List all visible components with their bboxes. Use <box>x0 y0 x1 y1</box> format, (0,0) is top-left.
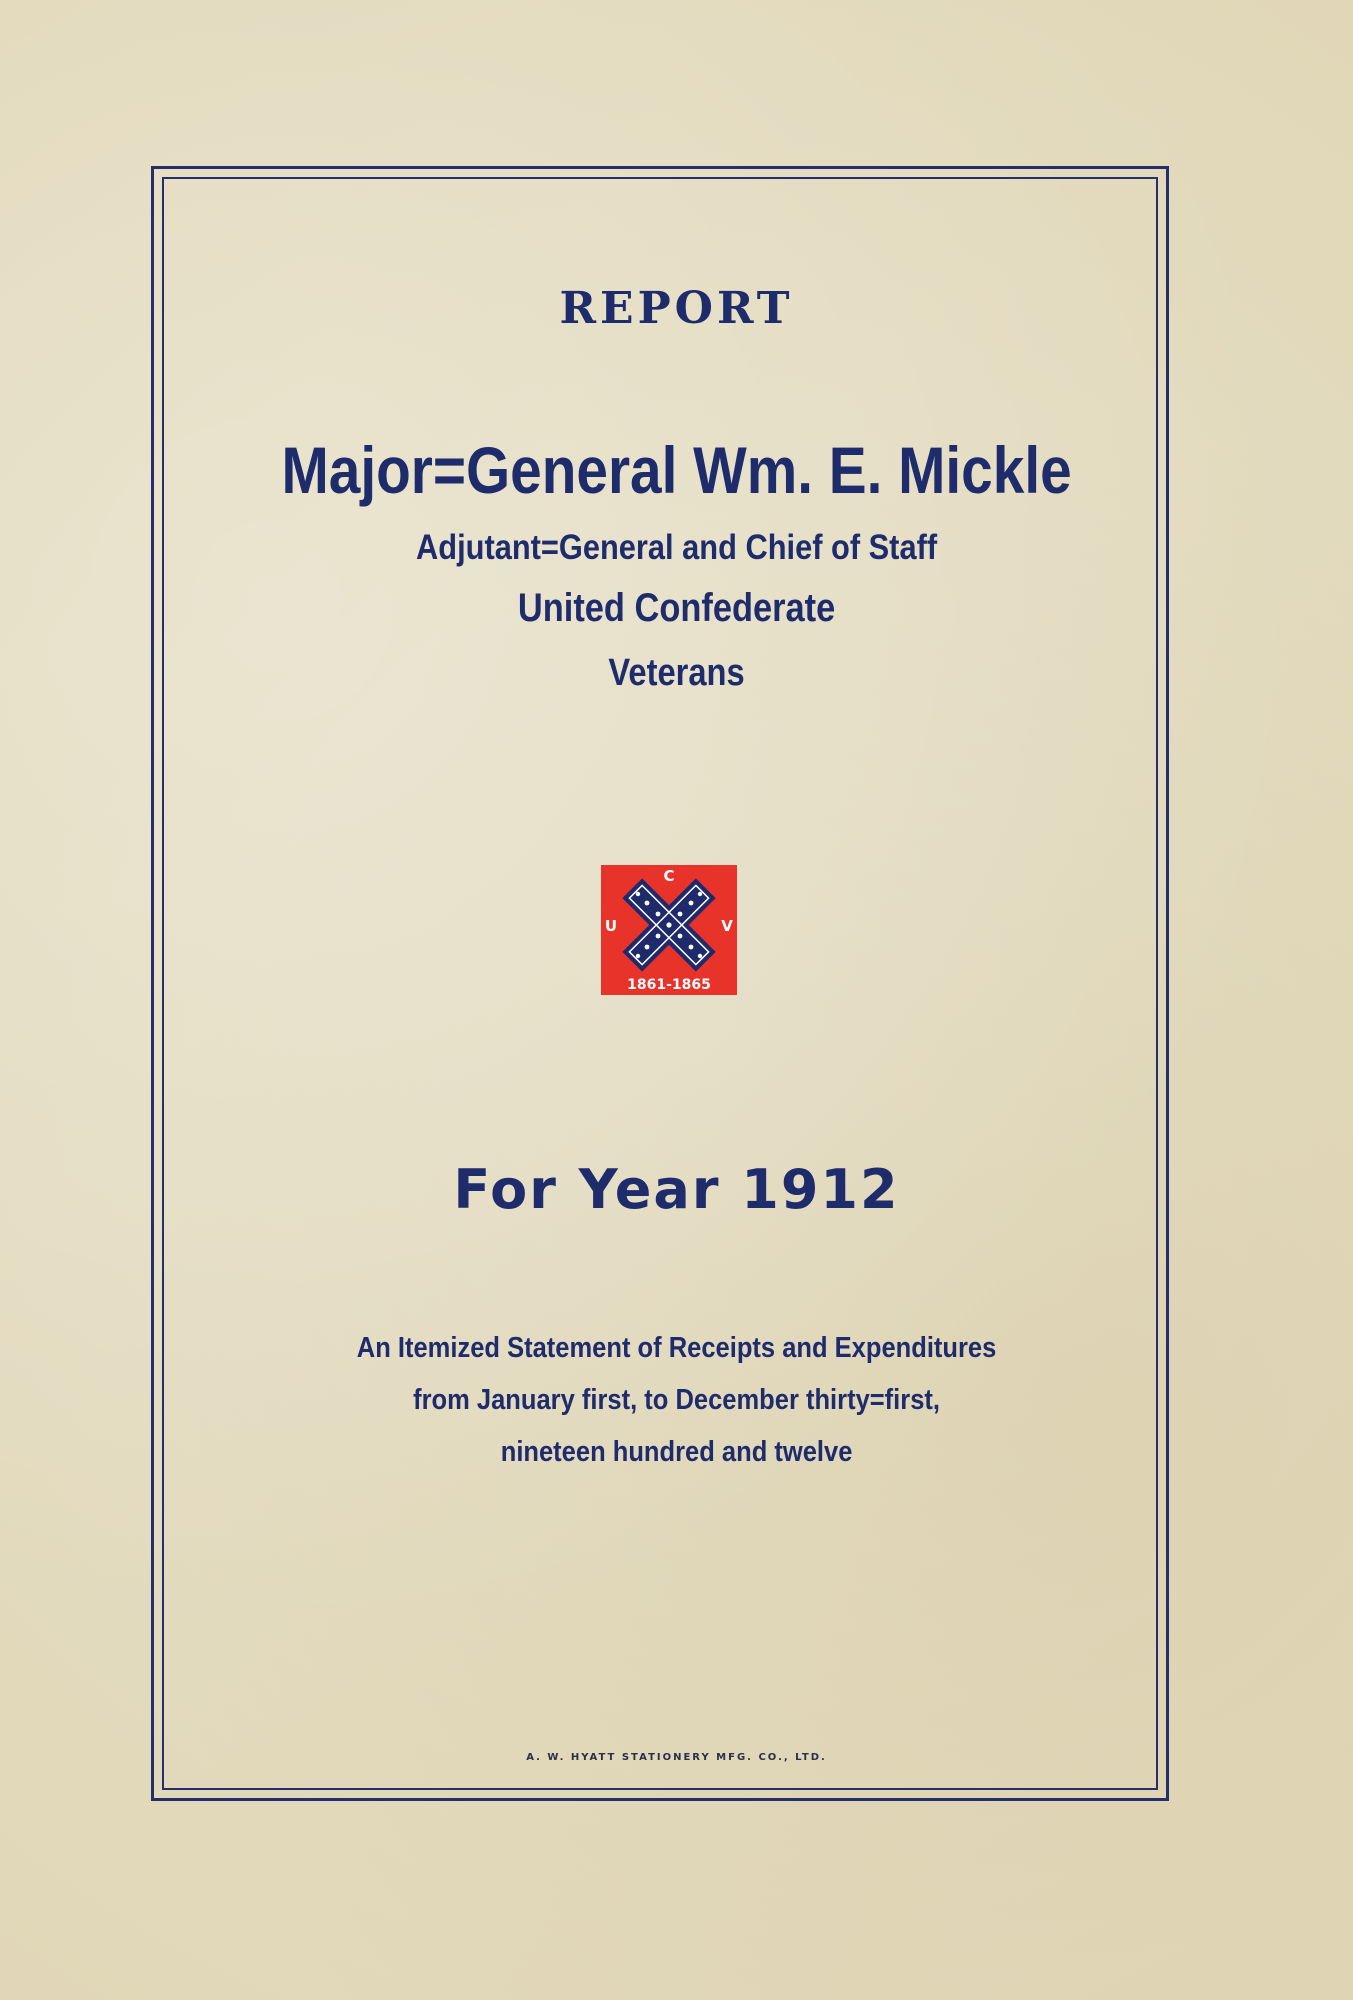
author-name: Major=General Wm. E. Mickle <box>281 433 1072 507</box>
emblem-letter-v: V <box>721 917 733 935</box>
emblem-dates: 1861-1865 <box>627 977 711 993</box>
author-title-line3: Veterans <box>608 652 745 694</box>
statement-line-1: An Itemized Statement of Receipts and Expenditures <box>356 1332 997 1364</box>
author-title-line2: United Confederate <box>517 586 836 630</box>
printer-imprint: A. W. HYATT STATIONERY MFG. CO., LTD. <box>526 1752 827 1763</box>
statement-line-3: nineteen hundred and twelve <box>500 1436 853 1468</box>
year-heading: For Year 1912 <box>453 1158 900 1221</box>
statement-line-2: from January first, to December thirty=first, <box>413 1384 940 1416</box>
author-title-line1: Adjutant=General and Chief of Staff <box>416 528 938 567</box>
report-heading: REPORT <box>559 283 794 334</box>
emblem-letter-u: U <box>604 917 618 935</box>
emblem-letter-c: C <box>663 867 675 885</box>
ucv-emblem-icon <box>601 865 737 995</box>
